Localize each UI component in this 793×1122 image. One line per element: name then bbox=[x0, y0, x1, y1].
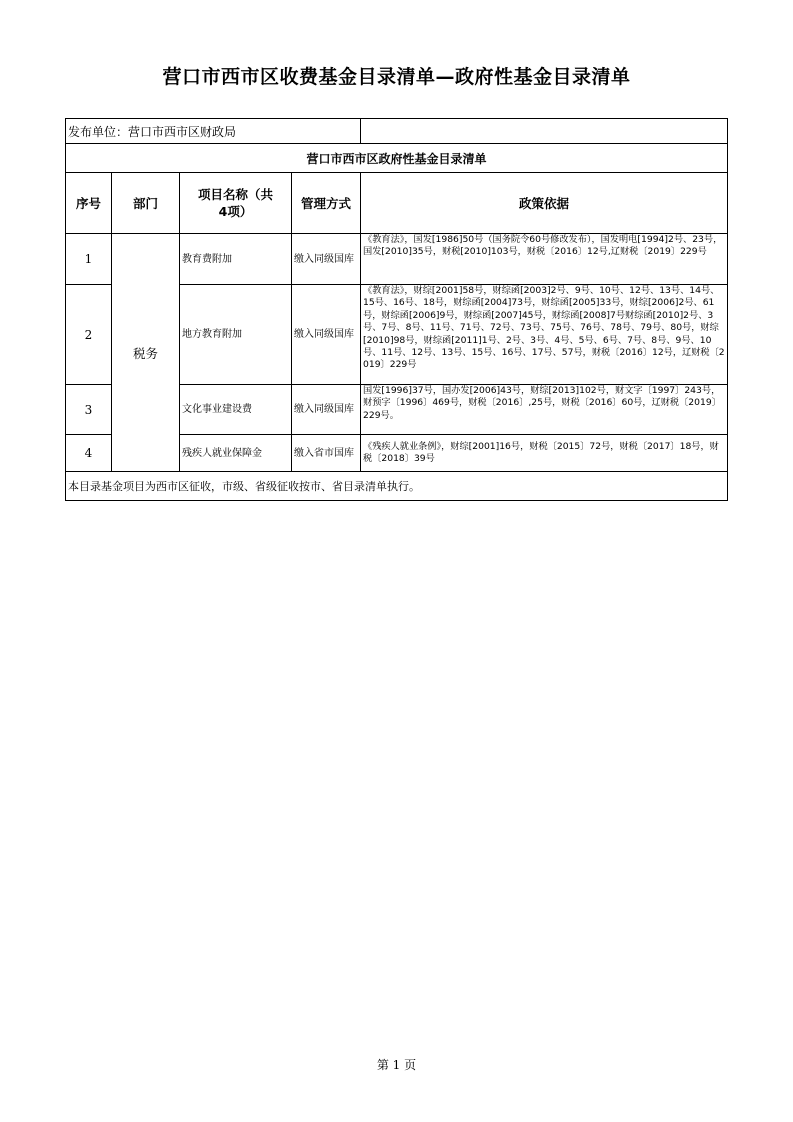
header-item-line2: 4项） bbox=[218, 204, 253, 219]
header-basis: 政策依据 bbox=[361, 173, 728, 234]
row-basis: 《教育法》，国发[1986]50号（国务院令60号修改发布），国发明电[1994]2号、23号，国发[2010]35号，财税[2010]103号，财税〔2016〕12号,辽财税〔2019〕229号 bbox=[361, 234, 728, 285]
publisher-cell: 发布单位：营口市西市区财政局 bbox=[66, 119, 361, 144]
subtitle-row bbox=[66, 144, 728, 173]
table-row bbox=[66, 234, 728, 285]
header-row bbox=[66, 173, 728, 234]
row-management: 缴入同级国库 bbox=[292, 385, 361, 435]
publisher-row bbox=[66, 119, 728, 144]
row-item-name: 文化事业建设费 bbox=[180, 385, 292, 435]
row-seq: 2 bbox=[66, 285, 112, 385]
header-item-line1: 项目名称（共 bbox=[197, 187, 273, 202]
row-basis: 《教育法》，财综[2001]58号，财综函[2003]2号、9号、10号、12号、13号、14号、15号、16号、18号，财综函[2004]73号，财综函[2005]33号，财综[2006]2号、61号，财综函[2006]9号，财综函[2007]45号，财综函[2008]7号财综函[2010]2号、3号、7号、8号、11号、71号、72号、73号、75号、76号、78号、79号、80号，财综[2010]98号，财综函[2011]1号、2号、3号、4号、5号、6号、7号、8号、9号、10号、11号、12号、13号、15号、16号、17号、57号，财税〔2016〕12号，辽财税〔2019〕229号 bbox=[361, 285, 728, 385]
header-department: 部门 bbox=[112, 173, 180, 234]
blank-cell bbox=[361, 119, 728, 144]
row-item-name: 残疾人就业保障金 bbox=[180, 435, 292, 472]
page-number: 第 1 页 bbox=[376, 1058, 417, 1072]
row-basis: 国发[1996]37号，国办发[2006]43号，财综[2013]102号，财文字〔1997〕243号，财预字〔1996〕469号，财税〔2016〕,25号，财税〔2016〕60号，辽财税〔2019〕229号。 bbox=[361, 385, 728, 435]
department-cell: 税务 bbox=[112, 234, 180, 472]
row-seq: 3 bbox=[66, 385, 112, 435]
table-subtitle: 营口市西市区政府性基金目录清单 bbox=[66, 144, 728, 173]
fund-catalog-table bbox=[65, 118, 728, 501]
note-row bbox=[66, 472, 728, 501]
row-management: 缴入省市国库 bbox=[292, 435, 361, 472]
table-note: 本目录基金项目为西市区征收，市级、省级征收按市、省目录清单执行。 bbox=[66, 472, 728, 501]
document-title: 营口市西市区收费基金目录清单—政府性基金目录清单 bbox=[162, 66, 631, 88]
row-basis: 《残疾人就业条例》，财综[2001]16号，财税〔2015〕72号，财税〔2017〕18号，财税〔2018〕39号 bbox=[361, 435, 728, 472]
header-seq: 序号 bbox=[66, 173, 112, 234]
row-management: 缴入同级国库 bbox=[292, 234, 361, 285]
row-item-name: 地方教育附加 bbox=[180, 285, 292, 385]
row-item-name: 教育费附加 bbox=[180, 234, 292, 285]
row-seq: 1 bbox=[66, 234, 112, 285]
header-item bbox=[180, 173, 292, 234]
row-seq: 4 bbox=[66, 435, 112, 472]
row-management: 缴入同级国库 bbox=[292, 285, 361, 385]
header-management: 管理方式 bbox=[292, 173, 361, 234]
